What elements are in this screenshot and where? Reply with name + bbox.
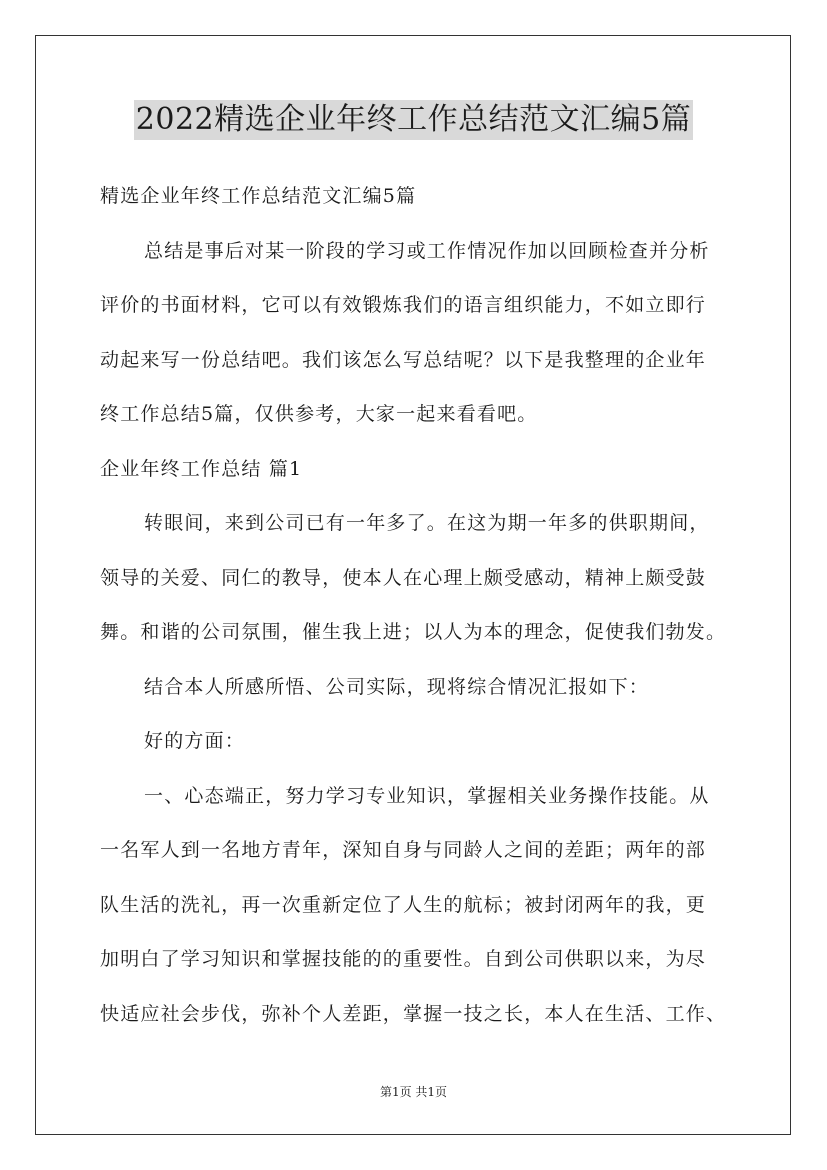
paragraph-line: 动起来写一份总结吧。我们该怎么写总结呢？以下是我整理的企业年 bbox=[100, 349, 707, 371]
paragraph-line: 结合本人所感所悟、公司实际，现将综合情况汇报如下： bbox=[144, 676, 650, 698]
paragraph-line: 队生活的洗礼，再一次重新定位了人生的航标；被封闭两年的我，更 bbox=[100, 894, 707, 916]
title-container bbox=[0, 100, 827, 140]
paragraph-line: 快适应社会步伐，弥补个人差距，掌握一技之长，本人在生活、工作、 bbox=[100, 1003, 727, 1025]
paragraph-line: 一、心态端正，努力学习专业知识，掌握相关业务操作技能。从 bbox=[144, 785, 710, 807]
paragraph-line: 评价的书面材料，它可以有效锻炼我们的语言组织能力，不如立即行 bbox=[100, 294, 707, 316]
paragraph-line: 一名军人到一名地方青年，深知自身与同龄人之间的差距；两年的部 bbox=[100, 839, 707, 861]
document-title: 2022精选企业年终工作总结范文汇编5篇 bbox=[134, 100, 693, 140]
page-footer: 第1页 共1页 bbox=[379, 1085, 448, 1099]
paragraph-line: 舞。和谐的公司氛围，催生我上进；以人为本的理念，促使我们勃发。 bbox=[100, 621, 727, 643]
paragraph-line: 领导的关爱、同仁的教导，使本人在心理上颇受感动，精神上颇受鼓 bbox=[100, 567, 707, 589]
section-heading: 企业年终工作总结 篇1 bbox=[100, 458, 303, 480]
paragraph-line: 好的方面： bbox=[144, 730, 246, 752]
paragraph-line: 加明白了学习知识和掌握技能的的重要性。自到公司供职以来，为尽 bbox=[100, 948, 707, 970]
paragraph-line: 终工作总结5篇，仅供参考，大家一起来看看吧。 bbox=[100, 403, 538, 425]
document-subtitle: 精选企业年终工作总结范文汇编5篇 bbox=[100, 185, 417, 207]
paragraph-line: 总结是事后对某一阶段的学习或工作情况作加以回顾检查并分析 bbox=[144, 240, 710, 262]
paragraph-line: 转眼间，来到公司已有一年多了。在这为期一年多的供职期间， bbox=[144, 512, 710, 534]
